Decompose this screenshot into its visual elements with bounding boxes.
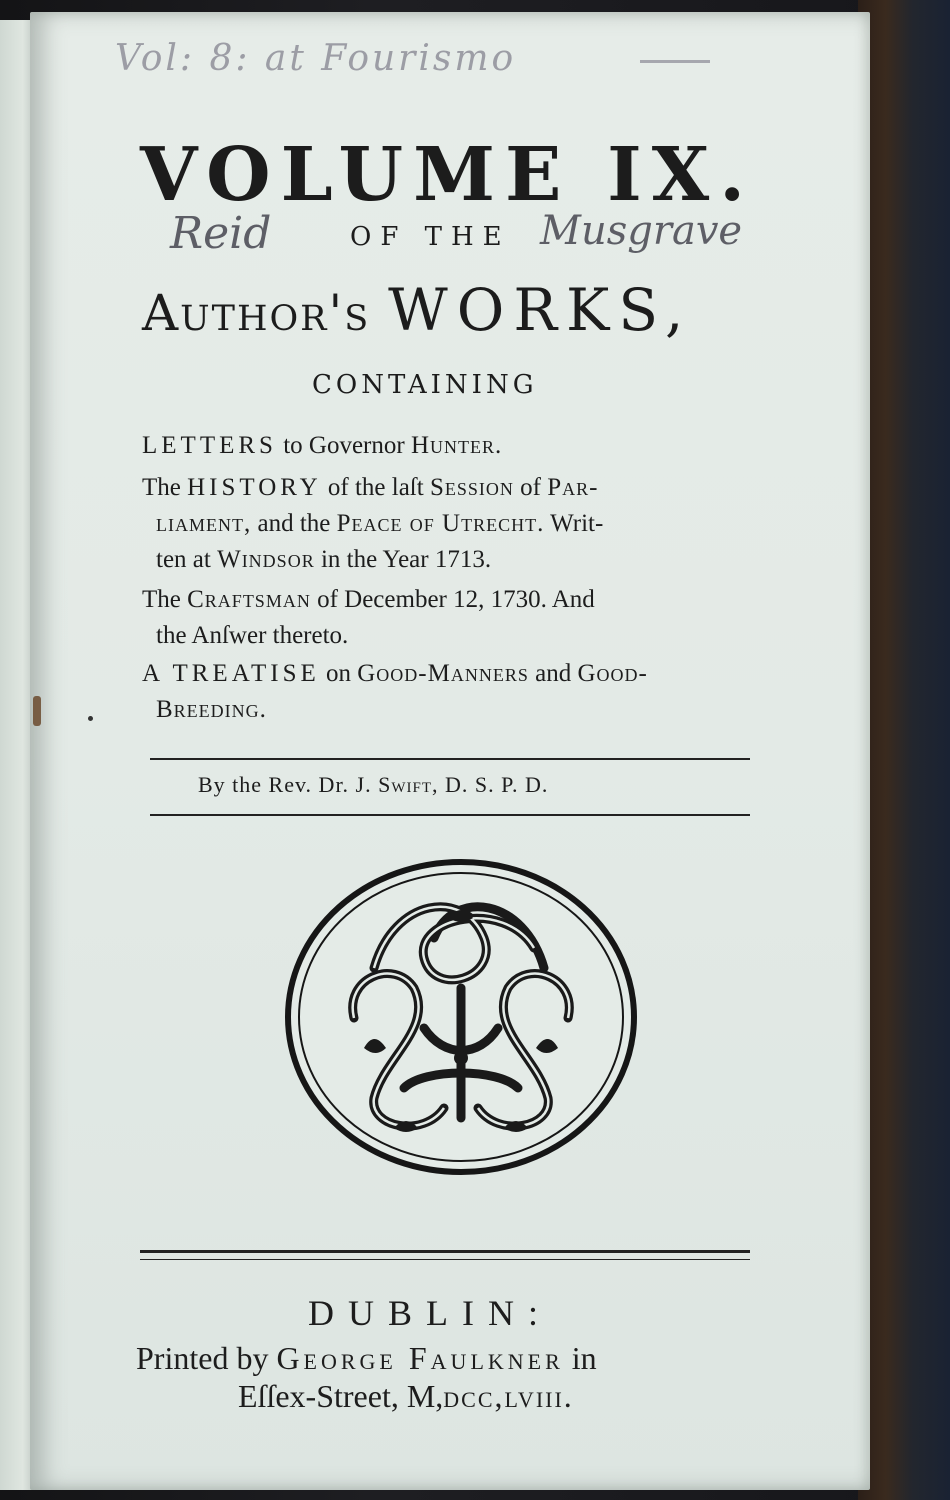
treatise-line-1	[142, 656, 760, 692]
history-session: Session	[429, 474, 514, 501]
craftsman-text: of December 12, 1730. And	[310, 586, 595, 613]
treatise-breeding: Breeding.	[156, 696, 267, 723]
letters-sc: Hunter.	[410, 432, 503, 459]
byline	[198, 772, 548, 798]
monogram-seal-icon	[284, 858, 638, 1176]
craftsman-lead: The	[142, 586, 188, 613]
volume-title: VOLUME IX.	[140, 132, 755, 218]
ink-dot	[88, 716, 93, 721]
history-par: Par-	[547, 474, 599, 501]
content-item-craftsman	[142, 582, 760, 654]
imprint-street: Eſſex-Street, M,	[238, 1378, 444, 1414]
handwritten-owner-first: Reid	[170, 208, 272, 259]
gutter-stain	[33, 696, 41, 726]
imprint-city: DUBLIN:	[308, 1293, 552, 1333]
history-lead: The	[142, 474, 188, 501]
rule-top	[150, 758, 750, 760]
rule-bottom	[150, 814, 750, 816]
craftsman-sc: Craftsman	[187, 586, 311, 613]
byline-suffix: D. S. P. D.	[438, 772, 549, 797]
containing-heading: CONTAINING	[312, 370, 538, 400]
byline-name: Swift,	[378, 772, 439, 797]
authors-works-line	[142, 276, 692, 344]
content-item-history	[142, 470, 760, 578]
authors-word: Author's	[142, 284, 371, 342]
history-line-3	[142, 542, 760, 578]
treatise-manners: Good-Manners	[357, 660, 529, 687]
history-liament: liament,	[156, 510, 252, 537]
history-caps: HISTORY	[187, 474, 322, 501]
imprint-printed-by: Printed by	[136, 1340, 277, 1376]
double-rule-top	[140, 1250, 750, 1253]
history-year: in the Year 1713.	[314, 546, 492, 573]
imprint-in: in	[563, 1340, 597, 1376]
handwritten-volume-note: Vol: 8: at Fourismo	[115, 38, 517, 79]
of-the-line: OF THE	[350, 222, 511, 252]
imprint-year: dcc,lviii.	[443, 1378, 574, 1414]
history-line-1	[142, 470, 760, 506]
history-ten-at: ten at	[156, 546, 218, 573]
treatise-on: on	[319, 660, 358, 687]
treatise-good: Good-	[577, 660, 648, 687]
letters-caps: LETTERS	[142, 432, 277, 459]
history-text2: of	[513, 474, 548, 501]
imprint-street-line	[238, 1378, 574, 1415]
history-peace: Peace of Utrecht.	[336, 510, 545, 537]
handwritten-owner-last: Musgrave	[540, 208, 743, 254]
craftsman-line-2: the Anſwer thereto.	[156, 622, 349, 649]
works-word: WORKS,	[388, 276, 693, 344]
treatise-line-2	[142, 692, 760, 728]
history-line-2	[142, 506, 760, 542]
imprint-printer-line	[136, 1340, 597, 1377]
handwritten-dash	[640, 60, 710, 63]
content-item-letters	[142, 428, 760, 464]
imprint-printer: George Faulkner	[276, 1340, 564, 1376]
book-spine	[858, 0, 950, 1500]
treatise-and: and	[528, 660, 578, 687]
history-and-the: and the	[251, 510, 337, 537]
history-writ: Writ-	[544, 510, 604, 537]
content-item-treatise	[142, 656, 760, 728]
treatise-caps: A TREATISE	[142, 660, 320, 687]
history-windsor: Windsor	[217, 546, 315, 573]
letters-text: to Governor	[276, 432, 411, 459]
double-rule-bottom	[140, 1259, 750, 1260]
history-text1: of the laſt	[321, 474, 430, 501]
craftsman-line-1	[142, 582, 760, 618]
byline-prefix: By the Rev. Dr. J.	[198, 772, 379, 797]
